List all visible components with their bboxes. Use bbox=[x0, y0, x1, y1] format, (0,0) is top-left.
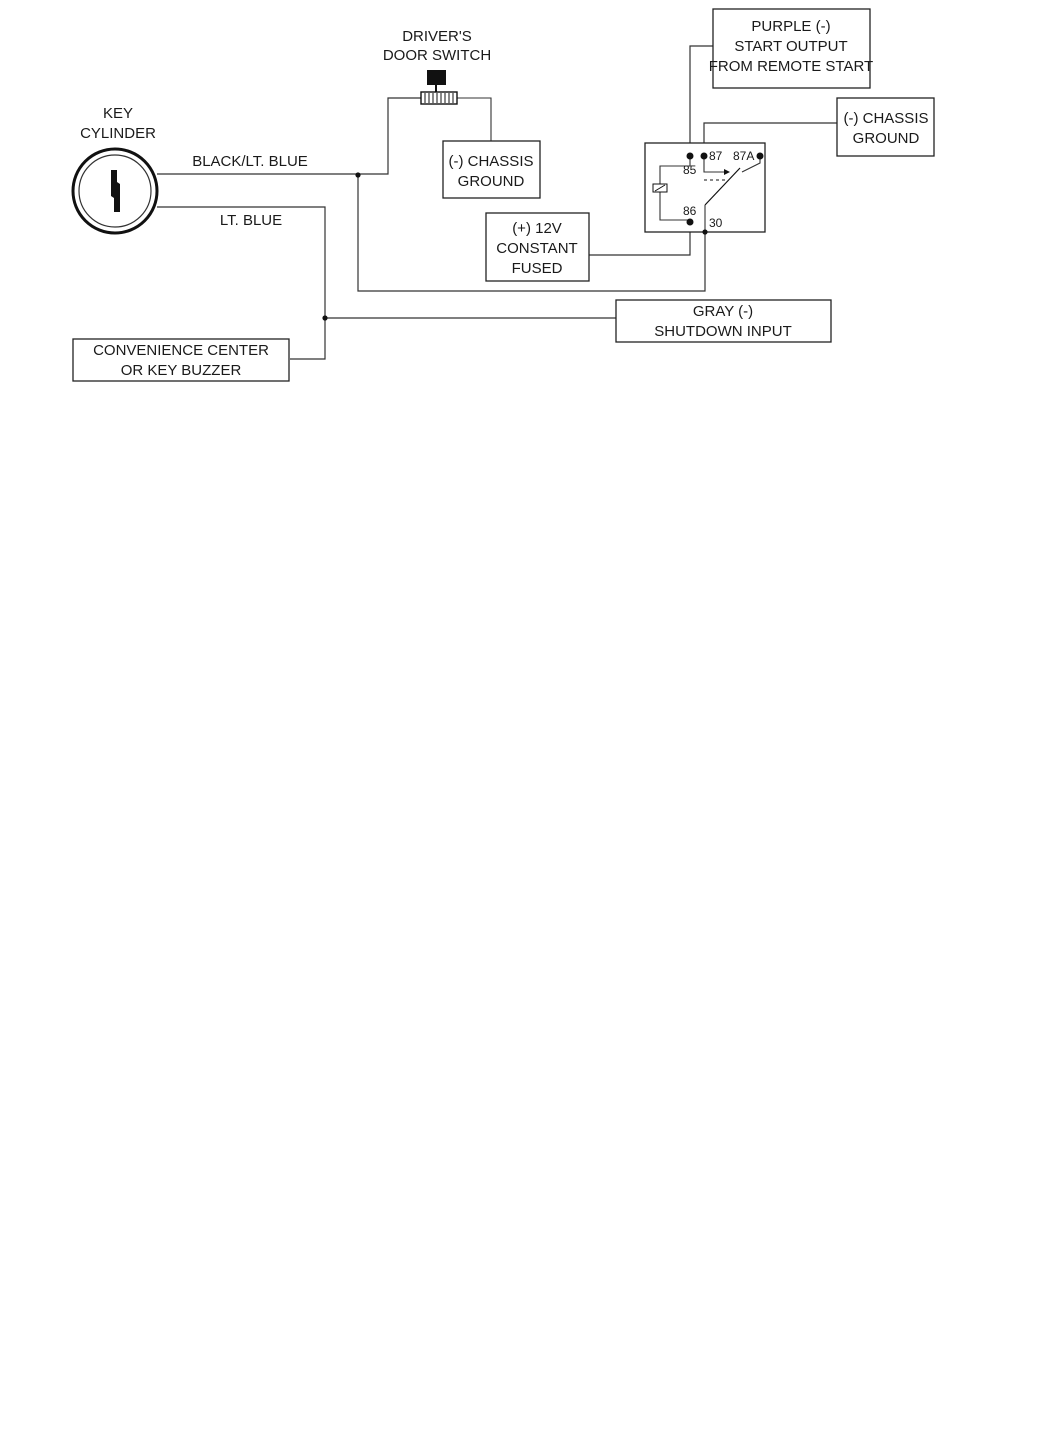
box-12v-line2: CONSTANT bbox=[496, 240, 578, 257]
box-chassis-ground-relay-line1: (-) CHASSIS bbox=[843, 110, 929, 127]
door-switch bbox=[383, 28, 491, 104]
wire-door-switch-ground bbox=[457, 98, 491, 141]
box-constant-12v bbox=[486, 213, 589, 281]
door-switch-title-2: DOOR SWITCH bbox=[382, 47, 492, 64]
box-chassis-ground-relay-line2: GROUND bbox=[852, 130, 920, 147]
relay-pin-85-dot bbox=[687, 153, 694, 160]
box-chassis-ground-door bbox=[443, 141, 540, 198]
relay-pin-87a-label: 87A bbox=[733, 149, 755, 163]
key-cylinder bbox=[73, 105, 157, 233]
label-lt-blue: LT. BLUE bbox=[219, 212, 283, 229]
wire-lt-blue bbox=[157, 207, 325, 359]
relay bbox=[645, 143, 765, 232]
relay-pin-86-label: 86 bbox=[683, 204, 697, 218]
box-gray-shutdown bbox=[616, 300, 831, 342]
box-purple-line1: PURPLE (-) bbox=[751, 18, 831, 35]
box-purple-line3: FROM REMOTE START bbox=[708, 58, 874, 75]
box-gray-line1: GRAY (-) bbox=[692, 303, 754, 320]
relay-pin-85-label: 85 bbox=[683, 163, 697, 177]
junction-relay-30 bbox=[702, 229, 707, 234]
door-switch-plunger-icon bbox=[427, 70, 446, 85]
box-12v-line1: (+) 12V bbox=[512, 220, 562, 237]
relay-pin-30-label: 30 bbox=[709, 216, 723, 230]
box-gray-line2: SHUTDOWN INPUT bbox=[654, 323, 792, 340]
box-convenience-line2: OR KEY BUZZER bbox=[120, 362, 242, 379]
junction-lt-blue-shutdown bbox=[322, 315, 327, 320]
box-convenience-center bbox=[73, 339, 289, 381]
key-cylinder-title-2: CYLINDER bbox=[80, 125, 156, 142]
relay-pin-87a-dot bbox=[757, 153, 764, 160]
label-black-lt-blue: BLACK/LT. BLUE bbox=[192, 153, 308, 170]
box-purple-start-output bbox=[709, 9, 873, 88]
relay-pin-86-dot bbox=[687, 219, 694, 226]
box-chassis-ground-door-line2: GROUND bbox=[457, 173, 525, 190]
box-chassis-ground-relay bbox=[837, 98, 934, 156]
relay-pin-87-dot bbox=[701, 153, 708, 160]
junction-black-lt-blue bbox=[355, 172, 360, 177]
box-chassis-ground-door-line1: (-) CHASSIS bbox=[448, 153, 534, 170]
box-convenience-line1: CONVENIENCE CENTER bbox=[93, 342, 269, 359]
key-cylinder-title-1: KEY bbox=[102, 105, 134, 122]
box-purple-line2: START OUTPUT bbox=[734, 38, 848, 55]
box-12v-line3: FUSED bbox=[511, 260, 563, 277]
door-switch-body-icon bbox=[421, 92, 457, 104]
door-switch-title-1: DRIVER'S bbox=[402, 28, 472, 45]
relay-pin-87-label: 87 bbox=[709, 149, 723, 163]
